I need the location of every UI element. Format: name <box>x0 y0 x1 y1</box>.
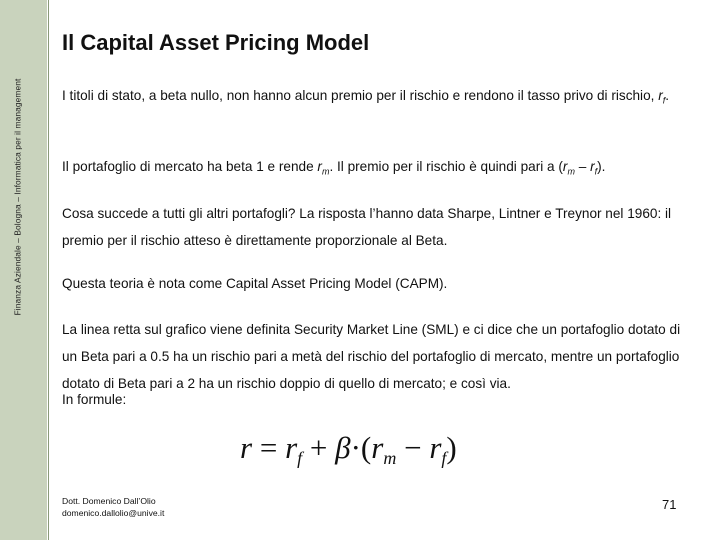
formula-equals: = <box>252 430 286 465</box>
footer-credits <box>62 495 164 519</box>
risk-free-end: . <box>665 88 670 103</box>
paragraph-sml: La linea retta sul grafico viene definita Security Market Line (SML) e ci dice che un portafoglio dotato di un Beta pari a 0.5 ha un rischio pari a metà del rischio del portafoglio di mercato, mentre un portafoglio dotato di Beta pari a 2 ha un rischio doppio di quello di mercato; e così via. <box>62 322 681 391</box>
course-label <box>10 12 24 382</box>
formula-minus: − <box>396 430 430 465</box>
formula-rf2: r <box>429 430 442 465</box>
page-number: 71 <box>662 497 677 512</box>
footer-author: Dott. Domenico Dall’Olio <box>62 496 156 506</box>
formula-rm-sub: m <box>383 448 397 468</box>
risk-free-var: r <box>658 88 663 103</box>
market-text-a: Il portafoglio di mercato ha beta 1 e rende <box>62 159 318 174</box>
capm-formula <box>240 430 457 469</box>
paragraph-formulas-intro: In formule: <box>62 392 127 407</box>
market-rm-sub: m <box>321 166 330 177</box>
premium-rf-var: r <box>590 159 595 174</box>
premium-rm-var: r <box>562 159 568 174</box>
paragraph-capm-theory: Questa teoria è nota come Capital Asset Pricing Model (CAPM). <box>62 276 448 291</box>
formula-beta: β <box>335 430 351 465</box>
formula-rf-sub: f <box>297 448 303 468</box>
sidebar-divider <box>48 0 49 540</box>
market-text-b: . Il premio per il rischio è quindi pari a ( <box>329 159 563 174</box>
formula-plus: + <box>302 430 336 465</box>
course-label-text: Finanza Aziendale – Bologna – Informatica per il management <box>12 78 23 316</box>
paragraph-risk-free <box>62 82 692 115</box>
paragraph-other-portfolios: Cosa succede a tutti gli altri portafogli? La risposta l’hanno data Sharpe, Lintner e Treynor nel 1960: il premio per il rischio atteso è direttamente proporzionale al Beta. <box>62 206 672 248</box>
slide-title: Il Capital Asset Pricing Model <box>62 30 370 55</box>
formula-r: r <box>240 430 253 465</box>
formula-rf2-sub: f <box>441 448 447 468</box>
premium-minus: – <box>574 159 591 174</box>
risk-free-sub: f <box>662 95 666 106</box>
formula-rm: r <box>371 430 384 465</box>
premium-rm-sub: m <box>567 166 575 177</box>
footer-email[interactable]: domenico.dallolio@unive.it <box>62 508 165 518</box>
premium-end: ). <box>597 159 606 174</box>
market-rm-var: r <box>317 159 322 174</box>
formula-open-paren: ( <box>360 430 372 465</box>
risk-free-text: I titoli di stato, a beta nullo, non hanno alcun premio per il rischio e rendono il tasso privo di rischio, <box>62 88 659 103</box>
premium-rf-sub: f <box>594 166 598 177</box>
formula-rf: r <box>285 430 298 465</box>
formula-close-paren: ) <box>446 430 457 465</box>
paragraph-market-portfolio <box>62 153 692 186</box>
formula-dot: · <box>350 430 361 465</box>
